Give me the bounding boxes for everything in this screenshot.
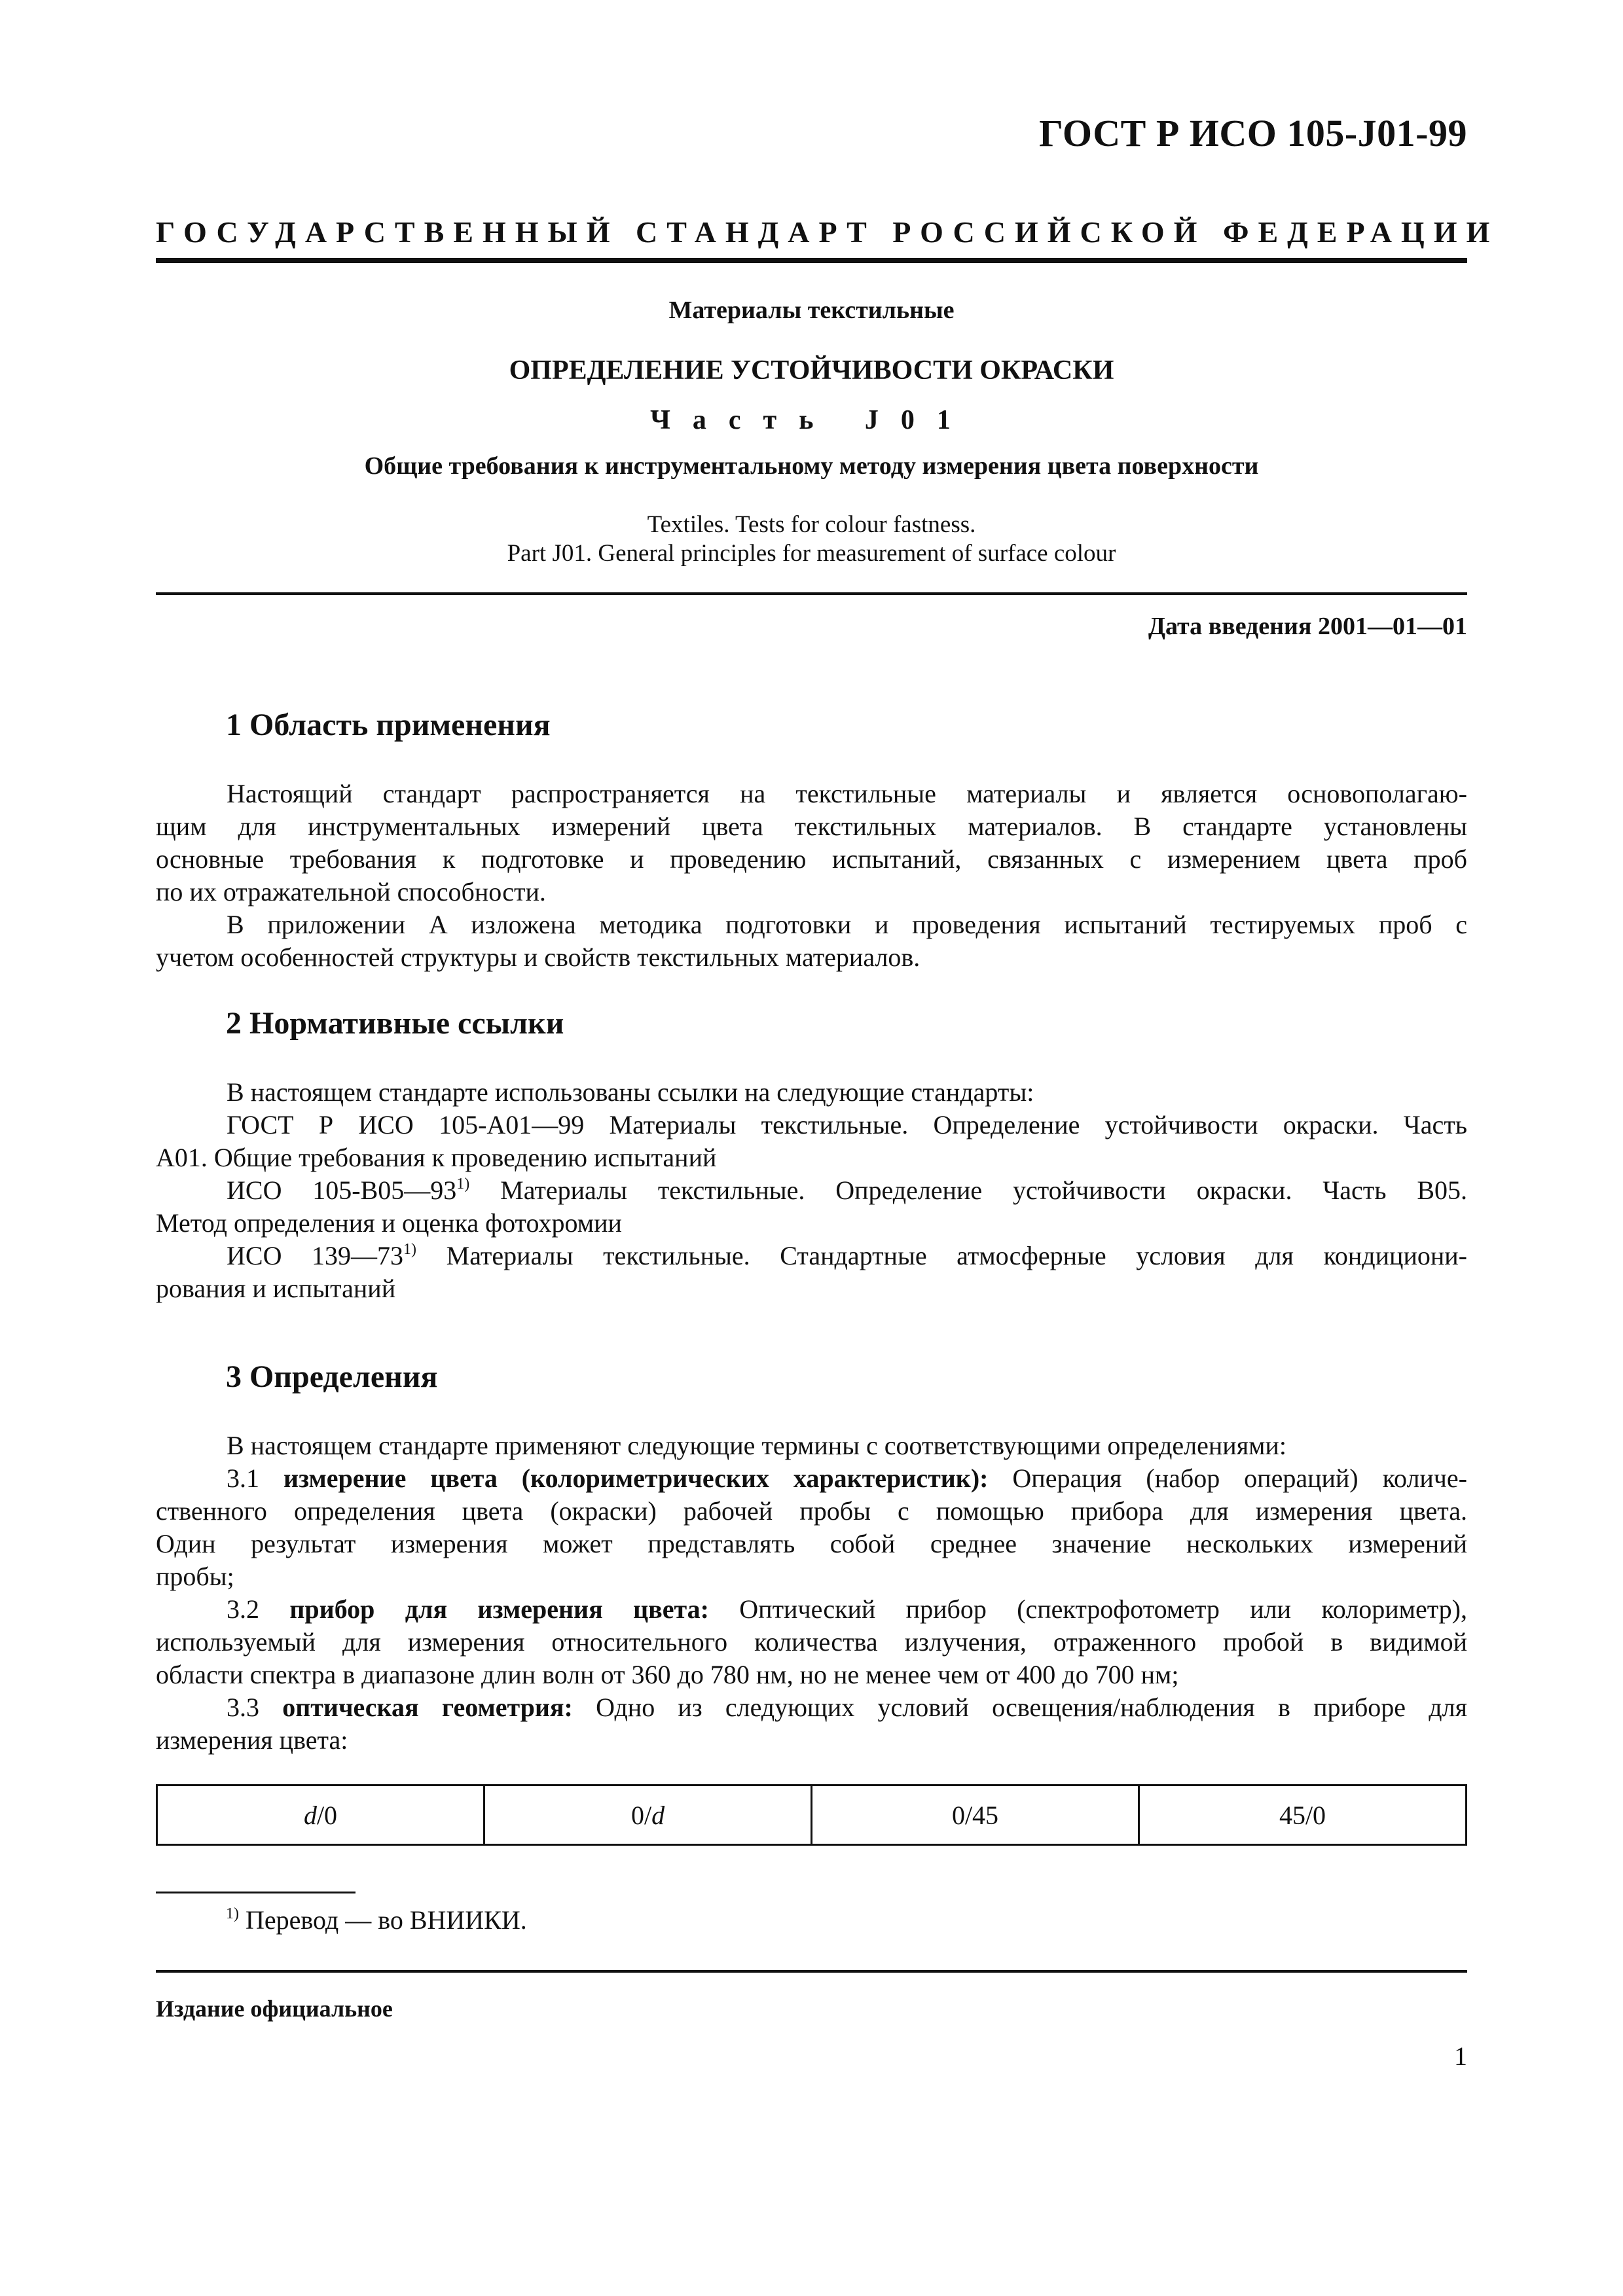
introduction-date: Дата введения 2001—01—01 bbox=[1148, 613, 1467, 640]
text-line: используемый для измерения относительного количества излучения, отраженного пробой в видимой bbox=[156, 1627, 1467, 1657]
cell-text: 0/ bbox=[630, 1800, 652, 1830]
definition-3-3-number: 3.3 bbox=[227, 1693, 283, 1722]
optical-geometry-table bbox=[156, 1784, 1467, 1846]
definition-3-1-text: Операция (набор операций) количе- bbox=[988, 1463, 1467, 1493]
title-divider bbox=[156, 592, 1467, 595]
table-cell-0-d bbox=[484, 1785, 812, 1845]
text-line: пробы; bbox=[156, 1562, 234, 1591]
text-line: по их отражательной способности. bbox=[156, 877, 546, 906]
document-description: Общие требования к инструментальному методу измерения цвета поверхности bbox=[364, 452, 1259, 480]
section-3-body bbox=[156, 1429, 1467, 1757]
text-line: области спектра в диапазоне длин волн от 360 до 780 нм, но не менее чем от 400 до 700 нм; bbox=[156, 1660, 1179, 1689]
text-line: измерения цвета: bbox=[156, 1725, 348, 1755]
section-1-paragraph-1 bbox=[156, 778, 1467, 908]
state-standard-header: ГОСУДАРСТВЕННЫЙ СТАНДАРТ РОССИЙСКОЙ ФЕДЕРАЦИИ bbox=[156, 215, 1499, 249]
footnote bbox=[226, 1905, 527, 1935]
english-title-line1: Textiles. Tests for colour fastness. bbox=[647, 511, 976, 538]
section-1-heading: 1 Область применения bbox=[226, 708, 551, 742]
table-cell-0-45 bbox=[812, 1785, 1139, 1845]
section-3-heading: 3 Определения bbox=[226, 1359, 438, 1394]
reference-3-code: ИСО 139—73 bbox=[227, 1241, 404, 1270]
reference-1: ГОСТ Р ИСО 105-А01—99 Материалы текстильные. Определение устойчивости окраски. Часть bbox=[227, 1110, 1467, 1139]
section-2-heading: 2 Нормативные ссылки bbox=[226, 1006, 564, 1041]
footnote-mark: 1) bbox=[226, 1905, 239, 1922]
definition-3-3-term: оптическая геометрия: bbox=[282, 1693, 573, 1722]
references-intro: В настоящем стандарте использованы ссылки на следующие стандарты: bbox=[227, 1077, 1034, 1107]
text-line: Один результат измерения может представлять собой среднее значение нескольких измерений bbox=[156, 1529, 1467, 1558]
footer-divider bbox=[156, 1970, 1467, 1973]
cell-text: /0 bbox=[316, 1800, 338, 1830]
definition-3-1-number: 3.1 bbox=[227, 1463, 283, 1493]
footnote-mark: 1) bbox=[456, 1175, 470, 1193]
footnote-mark: 1) bbox=[403, 1241, 417, 1258]
document-title: ОПРЕДЕЛЕНИЕ УСТОЙЧИВОСТИ ОКРАСКИ bbox=[509, 355, 1114, 386]
cell-italic: d bbox=[303, 1800, 317, 1830]
cell-text: 0/45 bbox=[951, 1800, 999, 1830]
reference-1-continued: А01. Общие требования к проведению испытаний bbox=[156, 1143, 717, 1172]
footnote-divider bbox=[156, 1892, 356, 1893]
reference-2-continued: Метод определения и оценка фотохромии bbox=[156, 1208, 622, 1238]
definition-3-3-text: Одно из следующих условий освещения/наблюдения в приборе для bbox=[572, 1693, 1467, 1722]
text-line: основные требования к подготовке и проведению испытаний, связанных с измерением цвета проб bbox=[156, 844, 1467, 874]
text-line: ственного определения цвета (окраски) рабочей пробы с помощью прибора для измерения цвета. bbox=[156, 1496, 1467, 1526]
section-1-paragraph-2 bbox=[156, 908, 1467, 974]
definitions-intro: В настоящем стандарте применяют следующие термины с соответствующими определениями: bbox=[227, 1431, 1286, 1460]
text-line: Настоящий стандарт распространяется на текстильные материалы и является основополагаю- bbox=[227, 779, 1467, 808]
definition-3-2-number: 3.2 bbox=[227, 1594, 290, 1624]
definition-3-2-text: Оптический прибор (спектрофотометр или колориметр), bbox=[708, 1594, 1467, 1624]
text-line: учетом особенностей структуры и свойств текстильных материалов. bbox=[156, 942, 921, 972]
text-line: щим для инструментальных измерений цвета текстильных материалов. В стандарте установлены bbox=[156, 812, 1467, 841]
definition-3-1-term: измерение цвета (колориметрических характеристик): bbox=[283, 1463, 989, 1493]
reference-2-code: ИСО 105-В05—93 bbox=[227, 1175, 457, 1205]
document-number: ГОСТ Р ИСО 105-J01-99 bbox=[1038, 112, 1467, 154]
cell-text: 45/0 bbox=[1279, 1800, 1326, 1830]
official-edition-label: Издание официальное bbox=[156, 1996, 393, 2022]
table-cell-d-0 bbox=[157, 1785, 484, 1845]
footnote-text: Перевод — во ВНИИКИ. bbox=[239, 1905, 527, 1935]
reference-3-continued: рования и испытаний bbox=[156, 1274, 396, 1303]
table-cell-45-0 bbox=[1139, 1785, 1467, 1845]
section-2-body bbox=[156, 1076, 1467, 1305]
english-title-line2: Part J01. General principles for measurement of surface colour bbox=[507, 540, 1116, 567]
cell-italic: d bbox=[651, 1800, 665, 1830]
text-line: В приложении А изложена методика подготовки и проведения испытаний тестируемых проб с bbox=[227, 910, 1467, 939]
document-part: Часть J01 bbox=[650, 405, 973, 435]
reference-2-title: Материалы текстильные. Определение устойчивости окраски. Часть В05. bbox=[469, 1175, 1468, 1205]
header-divider bbox=[156, 258, 1467, 263]
page-number: 1 bbox=[1454, 2041, 1467, 2071]
document-subtitle: Материалы текстильные bbox=[668, 296, 955, 324]
definition-3-2-term: прибор для измерения цвета: bbox=[289, 1594, 709, 1624]
table-row bbox=[157, 1785, 1467, 1845]
reference-3-title: Материалы текстильные. Стандартные атмосферные условия для кондициони- bbox=[416, 1241, 1467, 1270]
